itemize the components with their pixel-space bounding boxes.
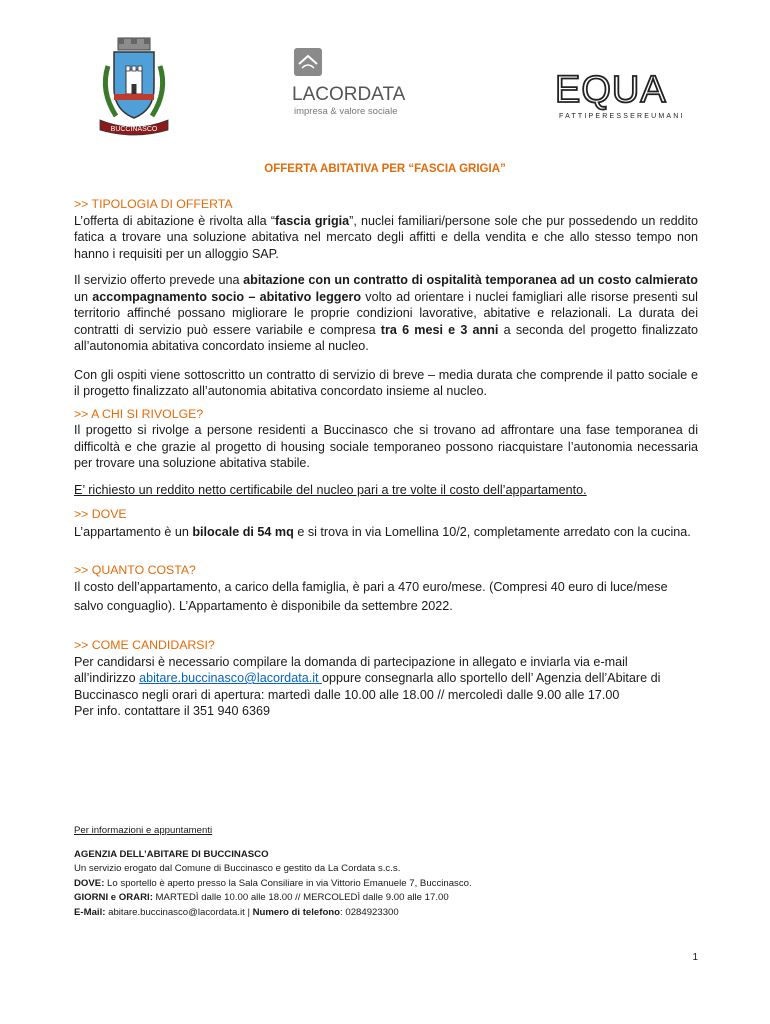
equa-name: EQUA <box>555 69 667 111</box>
bold-span: GIORNI e ORARI: <box>74 892 153 903</box>
section-heading-tipologia: >> TIPOLOGIA DI OFFERTA <box>74 197 233 211</box>
footer-service-line: Un servizio erogato dal Comune di Buccinasco e gestito da La Cordata s.c.s. <box>74 863 401 874</box>
dove-paragraph <box>74 523 698 542</box>
text-span: L’appartamento è un <box>74 524 193 539</box>
document-title: OFFERTA ABITATIVA PER “FASCIA GRIGIA” <box>264 163 506 175</box>
section-heading-dove: >> DOVE <box>74 507 127 521</box>
buccinasco-crest-logo <box>94 36 174 136</box>
bold-span: abitazione con un contratto di ospitalità temporanea ad un costo calmierato <box>243 273 698 287</box>
section-heading-candidarsi: >> COME CANDIDARSI? <box>74 638 215 652</box>
section-heading-costo: >> QUANTO COSTA? <box>74 562 196 577</box>
text-span: volto ad orientare i nuclei famigliari alle risorse presenti sul territorio affinché possano migliorare le proprie condizioni lavorative, abitative e relazionali. La durata dei contratti di servizio può essere variabile e compresa <box>74 289 698 337</box>
email-link[interactable]: abitare.buccinasco@lacordata.it <box>139 671 322 685</box>
text-span: all’indirizzo <box>74 671 140 685</box>
footer-orari-line <box>74 891 714 906</box>
cordata-tagline: impresa & valore sociale <box>294 106 398 117</box>
bold-span: DOVE: <box>74 877 105 889</box>
crest-banner-text: BUCCINASCO <box>110 126 158 133</box>
la-cordata-logo <box>290 48 430 128</box>
bold-span: accompagnamento socio – abitativo leggero <box>92 289 362 304</box>
text-span: oppure consegnarla allo sportello dell’ Agenzia dell’Abitare di <box>322 671 661 685</box>
costo-paragraph: Il costo dell’appartamento, a carico della famiglia, è pari a 470 euro/mese. (Compresi 40 euro di luce/mese salvo conguaglio). L’Appartamento è disponibile da settembre 2022. <box>74 580 668 613</box>
cordata-name: LACORDATA <box>292 84 406 105</box>
footer-email-line <box>74 906 714 921</box>
candidarsi-line-3: Buccinasco negli orari di apertura: martedì dalle 10.00 alle 18.00 // mercoledì dalle 9.00 alle 17.00 <box>74 687 620 702</box>
text-span: : 0284923300 <box>340 906 399 918</box>
candidarsi-line-1: Per candidarsi è necessario compilare la domanda di partecipazione in allegato e inviarla via e-mail <box>74 654 628 669</box>
text-span: ”, nuclei familiari/persone sole che pur possedendo un reddito fatica a trovare una soluzione abitativa nel mercato degli affitti e della vendita e che allo stesso tempo non hanno i requisiti per un alloggio SAP. <box>74 213 698 261</box>
tipologia-paragraph-3: Con gli ospiti viene sottoscritto un contratto di servizio di breve – media durata che comprende il patto sociale e il progetto finalizzato all’autonomia abitativa concordato insieme al nucleo. <box>74 367 698 398</box>
text-span: Il servizio offerto prevede una <box>74 273 244 287</box>
bold-span: fascia grigia <box>275 213 350 228</box>
section-heading-a-chi: >> A CHI SI RIVOLGE? <box>74 406 204 421</box>
text-span: MARTEDÌ dalle 10.00 alle 18.00 // MERCOLEDÌ dalle 9.00 alle 17.00 <box>152 892 449 903</box>
text-span: e si trova in via Lomellina 10/2, completamente arredato con la cucina. <box>293 524 691 539</box>
bold-span: tra 6 mesi e 3 anni <box>380 322 499 337</box>
bold-span: Numero di telefono <box>252 906 341 918</box>
bold-span: bilocale di 54 mq <box>192 524 294 539</box>
footer-dove-line <box>74 877 714 892</box>
text-span: abitare.buccinasco@lacordata.it | <box>105 906 253 918</box>
main-content <box>74 196 698 720</box>
text-span: a seconda del progetto finalizzato all’autonomia abitativa concordato insieme al nucleo. <box>74 322 699 353</box>
candidarsi-line-2 <box>74 670 698 687</box>
equa-logo <box>555 66 700 122</box>
candidarsi-line-4: Per info. contattare il 351 940 6369 <box>74 704 271 718</box>
footer-agency-name: AGENZIA DELL’ABITARE DI BUCCINASCO <box>74 848 269 860</box>
a-chi-paragraph-1: Il progetto si rivolge a persone residenti a Buccinasco che si trovano ad affrontare una fase temporanea di difficoltà e che grazie al progetto di housing sociale temporaneo possono riacquistare l’autonomia necessaria per trovare una soluzione abitativa stabile. <box>74 423 698 470</box>
page-number: 1 <box>692 952 698 963</box>
a-chi-paragraph-2: E’ richiesto un reddito netto certificabile del nucleo pari a tre volte il costo dell’appartamento. <box>74 482 587 497</box>
equa-tagline: FATTIPERESSEREUMANI <box>559 113 685 120</box>
tipologia-paragraph-1 <box>74 213 698 263</box>
text-span: Lo sportello è aperto presso la Sala Consiliare in via Vittorio Emanuele 7, Buccinasco. <box>104 877 472 889</box>
footer-contact <box>74 824 714 920</box>
tipologia-paragraph-2 <box>74 272 698 355</box>
bold-span: E-Mail: <box>74 906 106 918</box>
text-span: L’offerta di abitazione è rivolta alla “ <box>74 213 276 228</box>
text-span: un <box>74 289 93 304</box>
footer-info-label: Per informazioni e appuntamenti <box>74 825 213 836</box>
